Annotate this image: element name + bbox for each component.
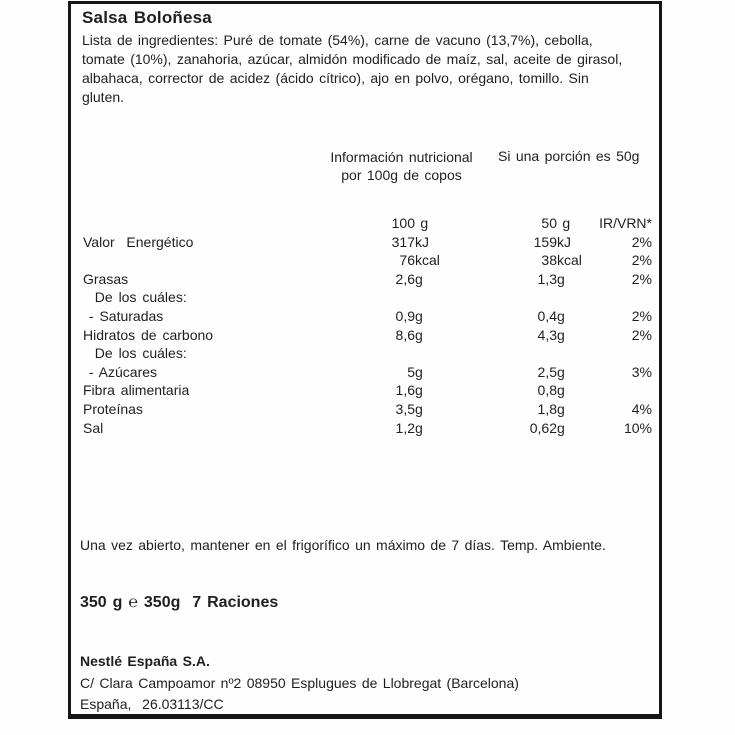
label-border-box bbox=[68, 1, 662, 719]
nutrient-name: Proteínas bbox=[83, 400, 143, 417]
nutrient-name: De los cuáles: bbox=[83, 345, 187, 362]
per-100g-value: 0,9 bbox=[395, 307, 415, 324]
nutrition-table-row bbox=[83, 251, 652, 270]
ir-vrn-percent: 2% bbox=[631, 233, 652, 250]
nutrition-table-header-row bbox=[83, 214, 652, 233]
per-50g-unit: g bbox=[557, 326, 565, 343]
per-50g-unit: kcal bbox=[557, 252, 582, 269]
per-50g-value: 38 bbox=[541, 252, 557, 269]
header-per-100g-unit: g bbox=[415, 215, 429, 231]
ir-vrn-percent: 10% bbox=[623, 419, 652, 436]
ingredients-text: Lista de ingredientes: Puré de tomate (54%), carne de vacuno (13,7%), cebolla, tomate (10%), zanahoria, azúcar, almidón modificado de maíz, sal, aceite de girasol, albahaca, corrector de acidez (ácido cítrico), ajo en polvo, orégano, tomillo. Sin gluten. bbox=[82, 32, 623, 105]
per-50g-value: 0,4 bbox=[537, 307, 557, 324]
nutrient-name: Grasas bbox=[83, 270, 129, 287]
per-100g-value: 317 bbox=[391, 233, 415, 250]
nutrition-table-row bbox=[83, 363, 652, 382]
per-50g-value: 4,3 bbox=[537, 326, 557, 343]
per-50g-value: 0,8 bbox=[537, 382, 557, 399]
per-50g-unit: g bbox=[557, 419, 565, 436]
nutrition-table-row bbox=[83, 288, 652, 307]
per-100g-value: 76 bbox=[399, 252, 415, 269]
nutrition-table-row bbox=[83, 419, 652, 438]
per-50g-value: 1,8 bbox=[537, 400, 557, 417]
per-100g-unit: g bbox=[415, 400, 423, 417]
per-50g-unit: g bbox=[557, 307, 565, 324]
per-100g-unit: kcal bbox=[415, 252, 440, 269]
manufacturer-name: Nestlé España S.A. bbox=[80, 653, 210, 669]
per-50g-value: 2,5 bbox=[537, 363, 557, 380]
nutrient-name: Fibra alimentaria bbox=[83, 382, 190, 399]
ir-vrn-percent: 4% bbox=[631, 400, 652, 417]
nutrition-table-row bbox=[83, 344, 652, 363]
nutrition-header-per100-line1: Información nutricional bbox=[330, 149, 473, 165]
per-100g-value: 5 bbox=[407, 363, 415, 380]
nutrition-table-row bbox=[83, 307, 652, 326]
nutrition-table-row bbox=[83, 400, 652, 419]
storage-note: Una vez abierto, mantener en el frigorífico un máximo de 7 días. Temp. Ambiente. bbox=[80, 537, 606, 553]
per-100g-value: 3,5 bbox=[395, 400, 415, 417]
per-50g-unit: g bbox=[557, 400, 565, 417]
per-50g-unit: kJ bbox=[557, 233, 571, 250]
ir-vrn-percent: 2% bbox=[631, 252, 652, 269]
nutrition-table-row bbox=[83, 233, 652, 252]
per-50g-unit: g bbox=[557, 270, 565, 287]
per-100g-value: 1,6 bbox=[395, 382, 415, 399]
per-100g-unit: g bbox=[415, 307, 423, 324]
header-per-50g-unit: g bbox=[557, 215, 571, 231]
manufacturer-block bbox=[80, 651, 519, 716]
nutrient-name: Sal bbox=[83, 419, 104, 436]
header-per-100g: 100 bbox=[391, 215, 415, 231]
nutrient-name: Hidratos de carbono bbox=[83, 326, 214, 343]
per-100g-unit: g bbox=[415, 382, 423, 399]
nutrient-name: - Azúcares bbox=[83, 363, 158, 380]
manufacturer-address: C/ Clara Campoamor nº2 08950 Esplugues de Llobregat (Barcelona) bbox=[80, 674, 519, 691]
nutrition-table bbox=[83, 214, 652, 437]
ir-vrn-percent: 2% bbox=[631, 270, 652, 287]
header-per-50g: 50 bbox=[541, 215, 557, 231]
nutrition-header-per100-line2: por 100g de copos bbox=[341, 167, 462, 183]
nutrition-table-row bbox=[83, 326, 652, 345]
manufacturer-country-line: España, 26.03113/CC bbox=[80, 696, 224, 712]
nutrient-name: - Saturadas bbox=[83, 307, 164, 324]
per-100g-unit: g bbox=[415, 326, 423, 343]
per-100g-value: 1,2 bbox=[395, 419, 415, 436]
nutrition-table-row bbox=[83, 381, 652, 400]
nutrition-header-per100 bbox=[299, 148, 504, 184]
header-ir-vrn: IR/VRN* bbox=[599, 215, 652, 231]
ir-vrn-percent: 3% bbox=[631, 363, 652, 380]
per-100g-unit: g bbox=[415, 363, 423, 380]
ir-vrn-percent: 2% bbox=[631, 307, 652, 324]
per-50g-value: 1,3 bbox=[537, 270, 557, 287]
per-100g-value: 8,6 bbox=[395, 326, 415, 343]
per-50g-unit: g bbox=[557, 363, 565, 380]
per-50g-value: 159 bbox=[533, 233, 557, 250]
per-50g-unit: g bbox=[557, 382, 565, 399]
per-100g-unit: g bbox=[415, 419, 423, 436]
nutrient-name: Valor Energético bbox=[83, 233, 194, 250]
per-50g-value: 0,62 bbox=[529, 419, 557, 436]
nutrition-table-row bbox=[83, 270, 652, 289]
nutrient-name: De los cuáles: bbox=[83, 289, 187, 306]
net-weight-line: 350 g ℮ 350g 7 Raciones bbox=[80, 594, 279, 611]
per-100g-unit: kJ bbox=[415, 233, 429, 250]
product-title: Salsa Boloñesa bbox=[82, 8, 212, 27]
nutrition-header-portion: Si una porción es 50g bbox=[498, 148, 640, 164]
per-100g-unit: g bbox=[415, 270, 423, 287]
per-100g-value: 2,6 bbox=[395, 270, 415, 287]
ir-vrn-percent: 2% bbox=[631, 326, 652, 343]
